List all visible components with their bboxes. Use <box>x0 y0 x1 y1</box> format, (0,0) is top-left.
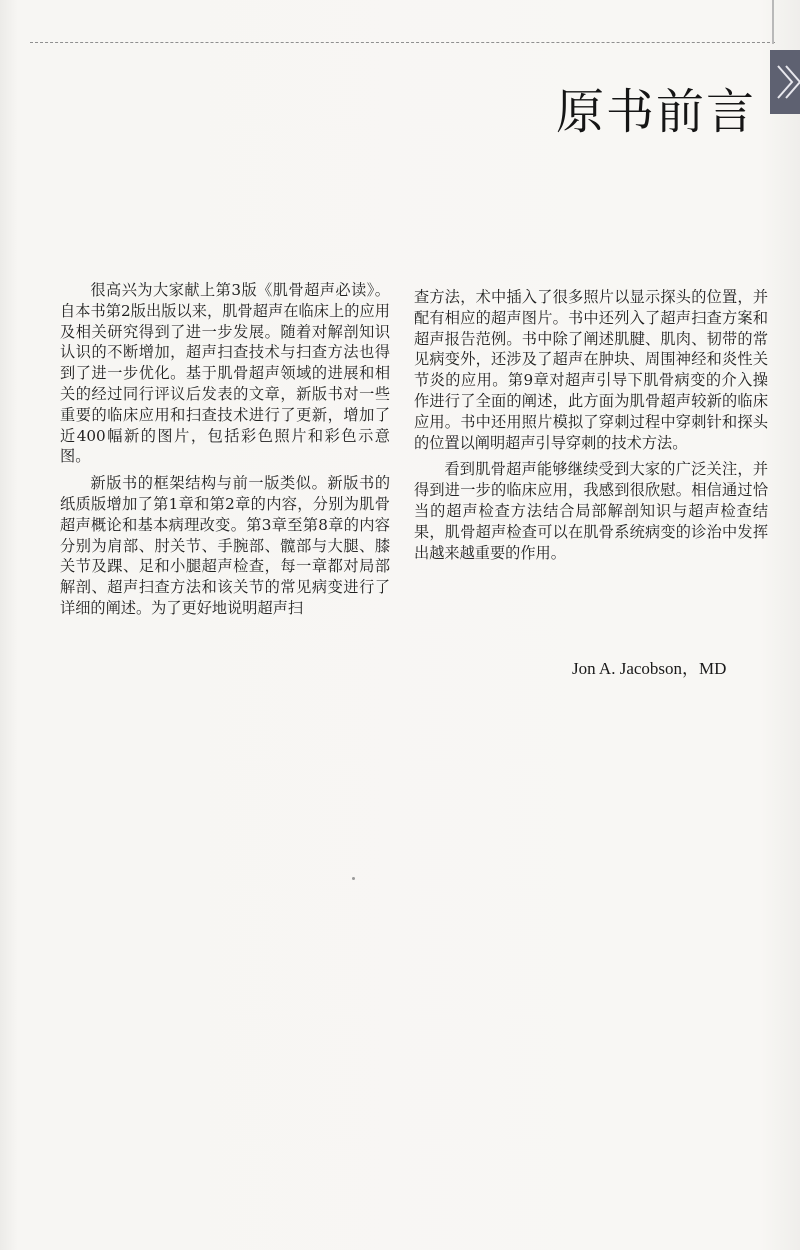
paragraph-closing: 看到肌骨超声能够继续受到大家的广泛关注，并得到进一步的临床应用，我感到很欣慰。相信通过恰当的超声检查方法结合局部解剖知识与超声检查结果，肌骨超声检查可以在肌骨系统病变的诊治中发挥出越来越重要的作用。 <box>414 460 768 562</box>
page-edge-line <box>772 0 774 44</box>
left-column <box>60 280 390 619</box>
right-column <box>414 287 768 563</box>
paper-speck <box>352 877 355 880</box>
chevron-right-icon <box>774 60 800 104</box>
page-title: 原书前言 <box>555 84 756 141</box>
paragraph-intro: 很高兴为大家献上第3版《肌骨超声必读》。自本书第2版出版以来，肌骨超声在临床上的应用及相关研究得到了进一步发展。随着对解剖知识认识的不断增加，超声扫查技术与扫查方法也得到了进一步优化。基于肌骨超声领域的进展和相关的经过同行评议后发表的文章，新版书对一些重要的临床应用和扫查技术进行了更新，增加了近400幅新的图片，包括彩色照片和彩色示意图。 <box>60 281 390 466</box>
author-signature: Jon A. Jacobson，MD <box>572 659 727 678</box>
paragraph-structure: 新版书的框架结构与前一版类似。新版书的纸质版增加了第1章和第2章的内容，分别为肌骨超声概论和基本病理改变。第3章至第8章的内容分别为肩部、肘关节、手腕部、髋部与大腿、膝关节及踝、足和小腿超声检查，每一章都对局部解剖、超声扫查方法和该关节的常见病变进行了详细的阐述。为了更好地说明超声扫 <box>60 474 390 617</box>
corner-tab <box>770 50 800 114</box>
paragraph-continued: 查方法，术中插入了很多照片以显示探头的位置，并配有相应的超声图片。书中还列入了超声扫查方案和超声报告范例。书中除了阐述肌腱、肌肉、韧带的常见病变外，还涉及了超声在肿块、周围神经和炎性关节炎的应用。第9章对超声引导下肌骨病变的介入操作进行了全面的阐述，此方面为肌骨超声较新的临床应用。书中还用照片模拟了穿刺过程中穿刺针和探头的位置以阐明超声引导穿刺的技术方法。 <box>414 288 768 452</box>
top-dashed-rule <box>30 42 775 43</box>
